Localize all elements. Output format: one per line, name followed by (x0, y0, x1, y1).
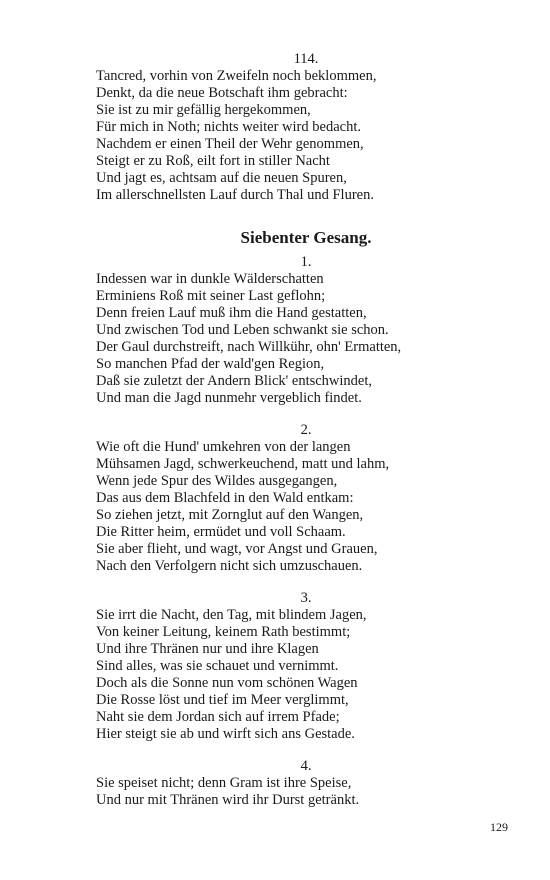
verse-line: Im allerschnellsten Lauf durch Thal und Fluren. (96, 187, 374, 203)
verse-line: Wenn jede Spur des Wildes ausgegangen, (96, 473, 338, 489)
verse-line: Und jagt es, achtsam auf die neuen Spuren, (96, 170, 347, 186)
verse-line: Und man die Jagd nunmehr vergeblich findet. (96, 390, 362, 406)
verse-line: Die Ritter heim, ermüdet und voll Schaam. (96, 524, 346, 540)
verse-line: Indessen war in dunkle Wälderschatten (96, 271, 324, 287)
verse-line: Und ihre Thränen nur und ihre Klagen (96, 641, 319, 657)
verse-line: Mühsamen Jagd, schwerkeuchend, matt und lahm, (96, 456, 390, 472)
verse-line: Hier steigt sie ab und wirft sich ans Gestade. (96, 726, 355, 742)
verse-line: Sie irrt die Nacht, den Tag, mit blindem Jagen, (96, 607, 367, 623)
verse-line: Das aus dem Blachfeld in den Wald entkam: (96, 490, 354, 506)
stanza-number: 4. (300, 758, 312, 774)
stanza-number: 114. (293, 51, 319, 67)
verse-line: Denn freien Lauf muß ihm die Hand gestatten, (96, 305, 367, 321)
canto-heading: Siebenter Gesang. (240, 228, 372, 247)
verse-line: So manchen Pfad der wald'gen Region, (96, 356, 325, 372)
verse-line: Sie aber flieht, und wagt, vor Angst und Grauen, (96, 541, 378, 557)
verse-line: Denkt, da die neue Botschaft ihm gebracht: (96, 85, 348, 101)
verse-line: Für mich in Noth; nichts weiter wird bedacht. (96, 119, 361, 135)
page-number: 129 (490, 820, 508, 834)
verse-line: Steigt er zu Roß, eilt fort in stiller Nacht (96, 153, 330, 169)
verse-line: Doch als die Sonne nun vom schönen Wagen (96, 675, 358, 691)
verse-line: Sie speiset nicht; denn Gram ist ihre Speise, (96, 775, 352, 791)
verse-line: Der Gaul durchstreift, nach Willkühr, ohn' Ermatten, (96, 339, 402, 355)
stanza-number: 3. (300, 590, 312, 606)
verse-line: Wie oft die Hund' umkehren von der langen (96, 439, 351, 455)
verse-line: So ziehen jetzt, mit Zornglut auf den Wangen, (96, 507, 364, 523)
verse-line: Und nur mit Thränen wird ihr Durst getränkt. (96, 792, 360, 808)
verse-line: Tancred, vorhin von Zweifeln noch beklommen, (96, 68, 377, 84)
stanza-number: 1. (300, 254, 312, 270)
verse-line: Erminiens Roß mit seiner Last geflohn; (96, 288, 326, 304)
verse-line: Nachdem er einen Theil der Wehr genommen, (96, 136, 364, 152)
verse-line: Sind alles, was sie schauet und vernimmt. (96, 658, 339, 674)
verse-line: Sie ist zu mir gefällig hergekommen, (96, 102, 311, 118)
verse-line: Naht sie dem Jordan sich auf irrem Pfade; (96, 709, 340, 725)
verse-line: Nach den Verfolgern nicht sich umzuschauen. (96, 558, 363, 574)
verse-line: Von keiner Leitung, keinem Rath bestimmt; (96, 624, 351, 640)
verse-line: Die Rosse löst und tief im Meer verglimmt, (96, 692, 349, 708)
verse-line: Daß sie zuletzt der Andern Blick' entschwindet, (96, 373, 373, 389)
verse-line: Und zwischen Tod und Leben schwankt sie schon. (96, 322, 389, 338)
stanza-number: 2. (300, 422, 312, 438)
